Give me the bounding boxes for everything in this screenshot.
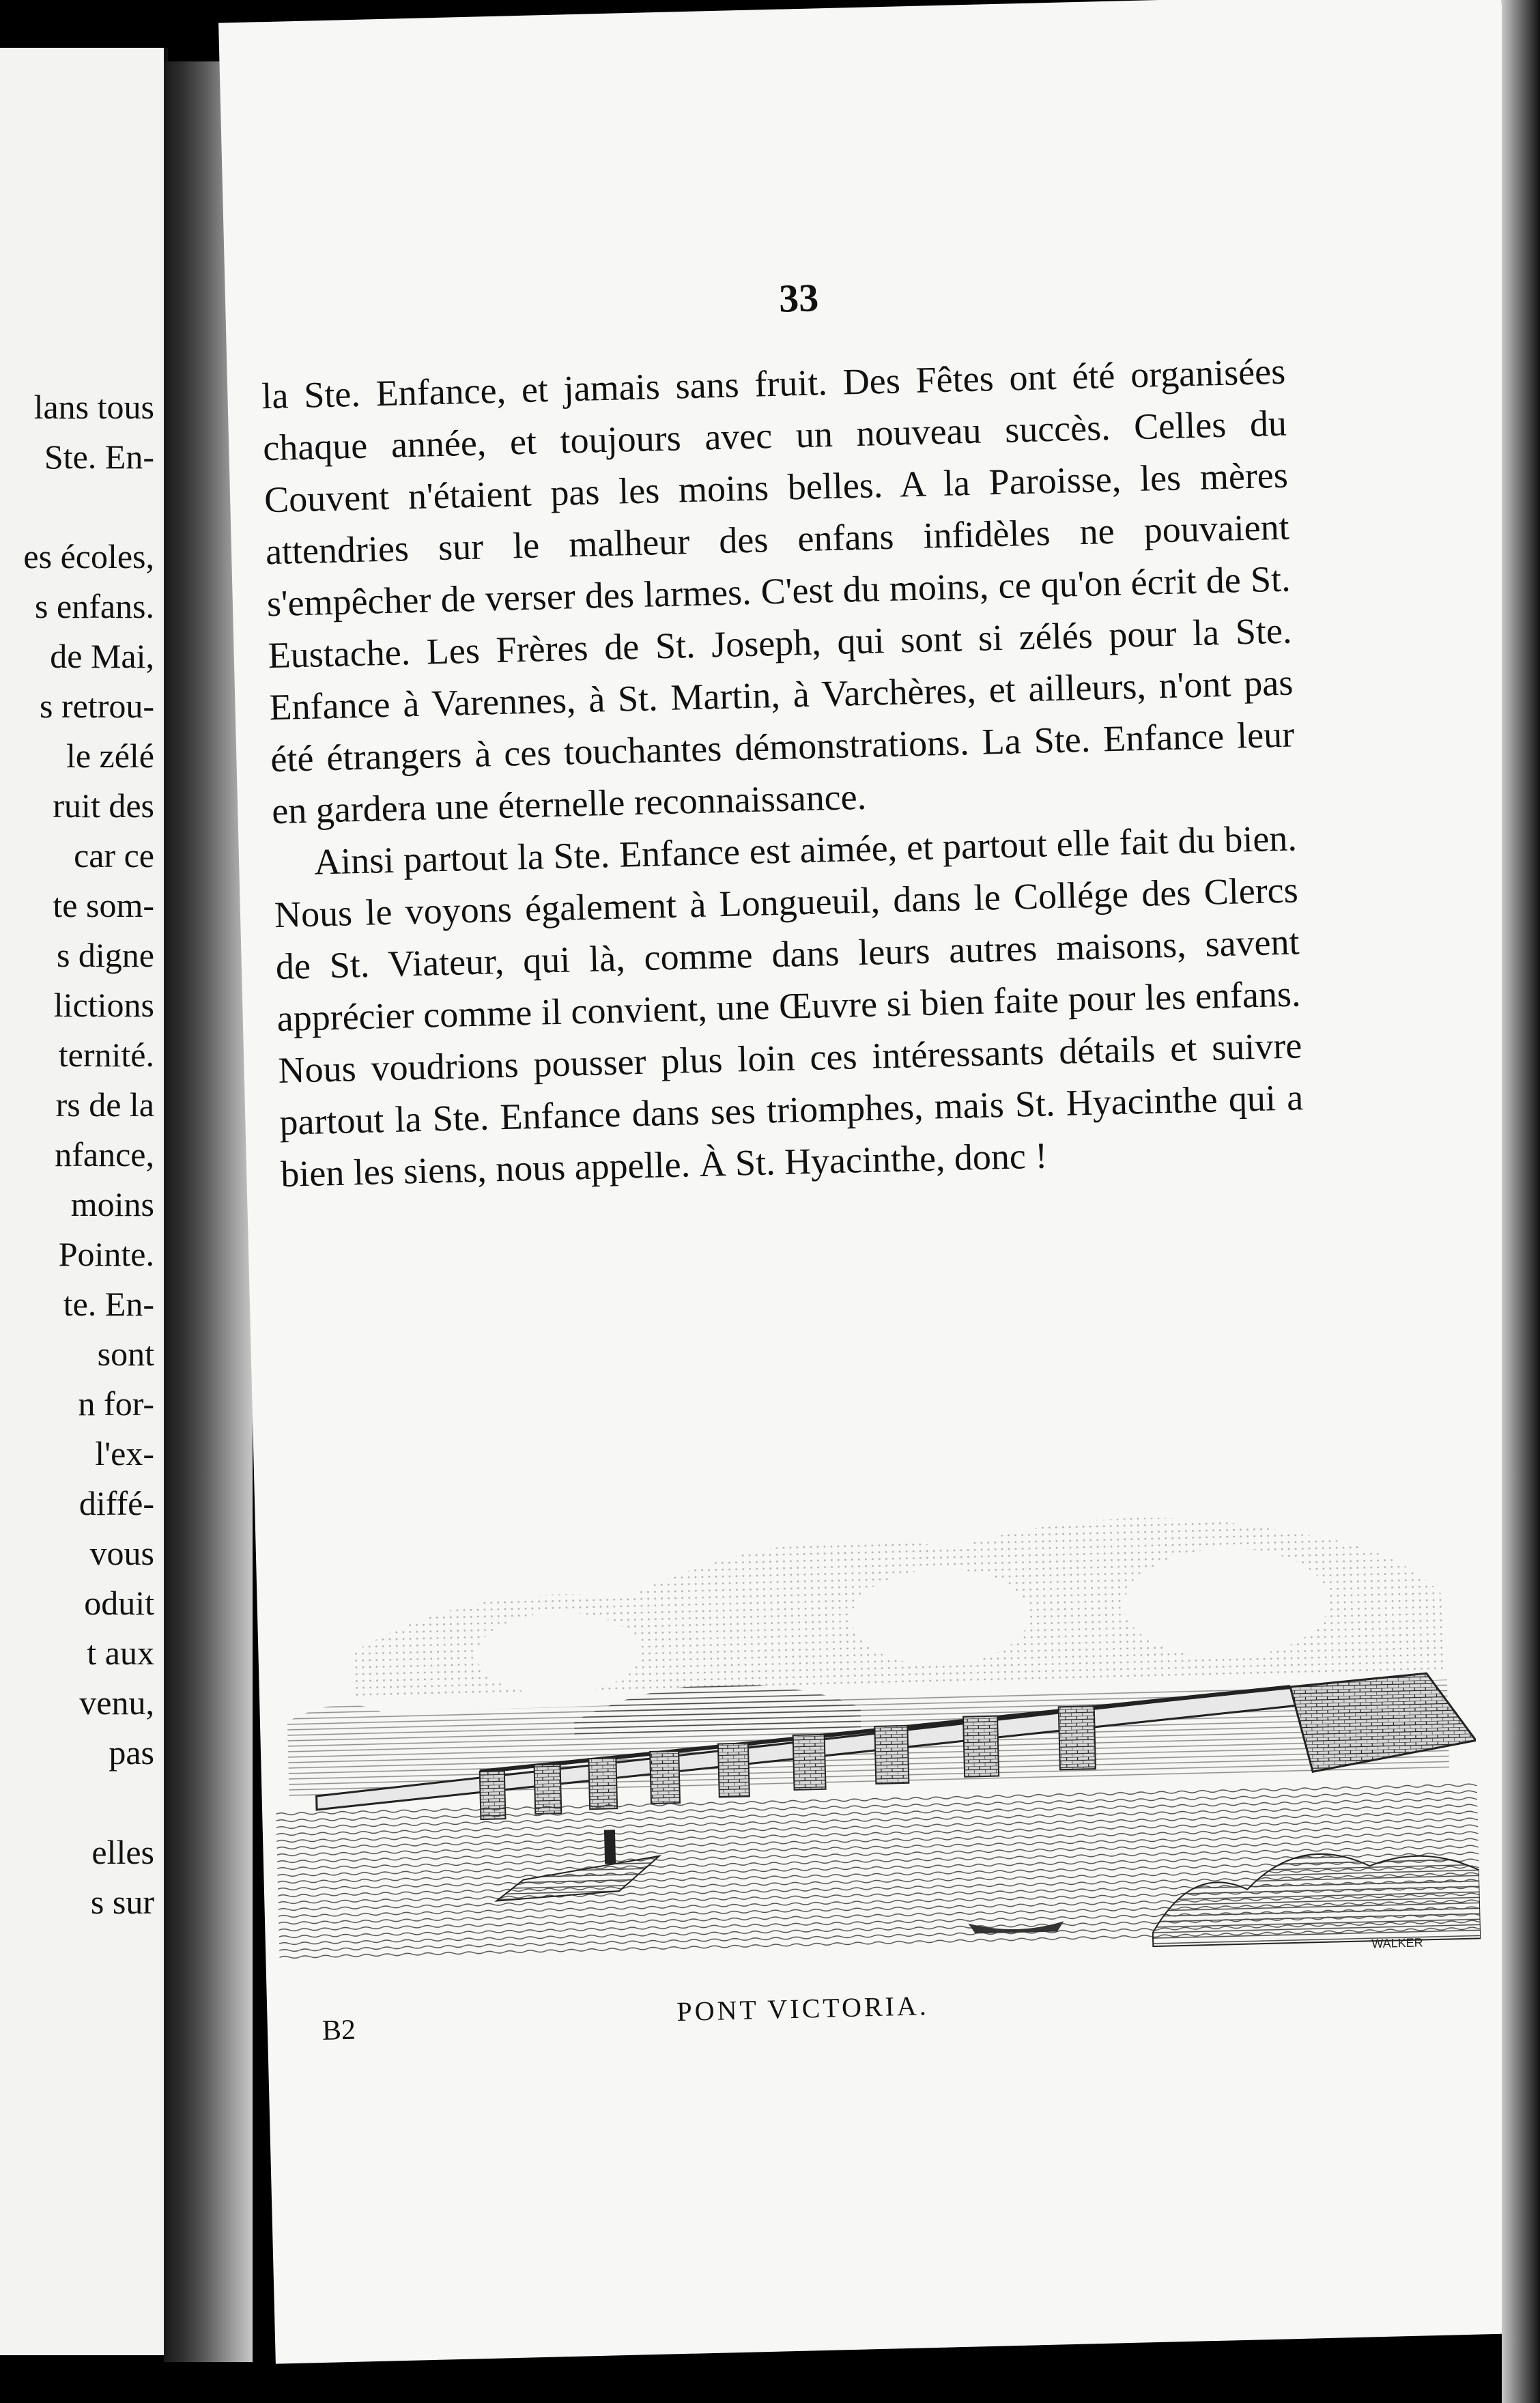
left-page-line: vous: [89, 1534, 154, 1572]
paragraph-2: Ainsi partout la Ste. Enfance est aimée, et partout elle fait du bien. Nous le voyons également à Longueuil, dans le Collége des Clercs de St. Viateur, qui là, comme dans leurs autres maisons, savent apprécier comme il convient, une Œuvre si bien faite pour les enfans. Nous voudrions pousser plus loin ces intéressants détails et suivre partout la Ste. Enfance dans ses triomphes, mais St. Hyacinthe qui a bien les siens, nous appelle. À St. Hyacinthe, donc !: [274, 817, 1304, 1195]
left-page-line: l'ex-: [95, 1434, 154, 1473]
right-edge-shadow: [1502, 0, 1540, 2403]
left-page-line: le zélé: [66, 737, 154, 775]
left-page-line: Pointe.: [58, 1235, 154, 1273]
left-page-text: [0, 382, 154, 1927]
left-page-line: s enfans.: [35, 587, 154, 625]
left-page-line: oduit: [84, 1584, 154, 1622]
left-page-line: nfance,: [55, 1135, 154, 1174]
left-page-line: [0, 482, 154, 532]
victoria-bridge-engraving: [268, 1447, 1481, 1995]
left-page-line: de Mai,: [50, 637, 154, 675]
left-page-line: ternité.: [58, 1036, 154, 1074]
left-page-line: t aux: [87, 1634, 154, 1672]
left-page-line: Ste. En-: [44, 438, 154, 476]
left-page-line: venu,: [79, 1683, 154, 1722]
left-page-line: te. En-: [63, 1285, 154, 1323]
left-page-line: pas: [109, 1733, 154, 1772]
body-text: [261, 345, 1305, 1200]
left-page-line: n for-: [78, 1384, 154, 1423]
left-page: [0, 48, 168, 2355]
left-page-line: elles: [91, 1833, 154, 1871]
engraver-signature: WALKER: [1371, 1935, 1423, 1951]
left-page-line: lictions: [53, 986, 154, 1024]
page-number: 33: [778, 275, 819, 321]
left-page-line: sont: [97, 1335, 154, 1373]
left-page-line: diffé-: [79, 1484, 154, 1522]
right-page: [218, 0, 1540, 2364]
paragraph-1: la Ste. Enfance, et jamais sans fruit. Des Fêtes ont été organisées chaque année, et toujours avec un nouveau succès. Celles du Couvent n'étaient pas les moins belles. A la Paroisse, les mères attendries sur le malheur des enfans infidèles ne pouvaient s'empêcher de verser des larmes. C'est du moins, ce qu'on écrit de St. Eustache. Les Frères de St. Joseph, qui sont si zélés pour la Ste. Enfance à Varennes, à St. Martin, à Varchères, et ailleurs, n'ont pas été étrangers à ces touchantes démonstrations. La Ste. Enfance leur en gardera une éternelle reconnaissance.: [261, 350, 1295, 832]
left-page-line: es écoles,: [23, 537, 154, 575]
left-page-line: s sur: [90, 1883, 154, 1921]
figure-caption: PONT VICTORIA.: [676, 1990, 930, 2028]
signature-mark: B2: [322, 2014, 356, 2047]
left-page-line: rs de la: [55, 1085, 154, 1124]
left-page-line: s digne: [56, 936, 154, 974]
left-page-line: te som-: [53, 886, 154, 924]
left-page-line: ruit des: [53, 786, 154, 825]
left-page-line: [0, 1778, 154, 1828]
left-page-line: s retrou-: [40, 687, 154, 725]
left-page-line: car ce: [74, 836, 154, 875]
left-page-line: moins: [70, 1185, 154, 1223]
left-page-line: lans tous: [33, 388, 154, 426]
